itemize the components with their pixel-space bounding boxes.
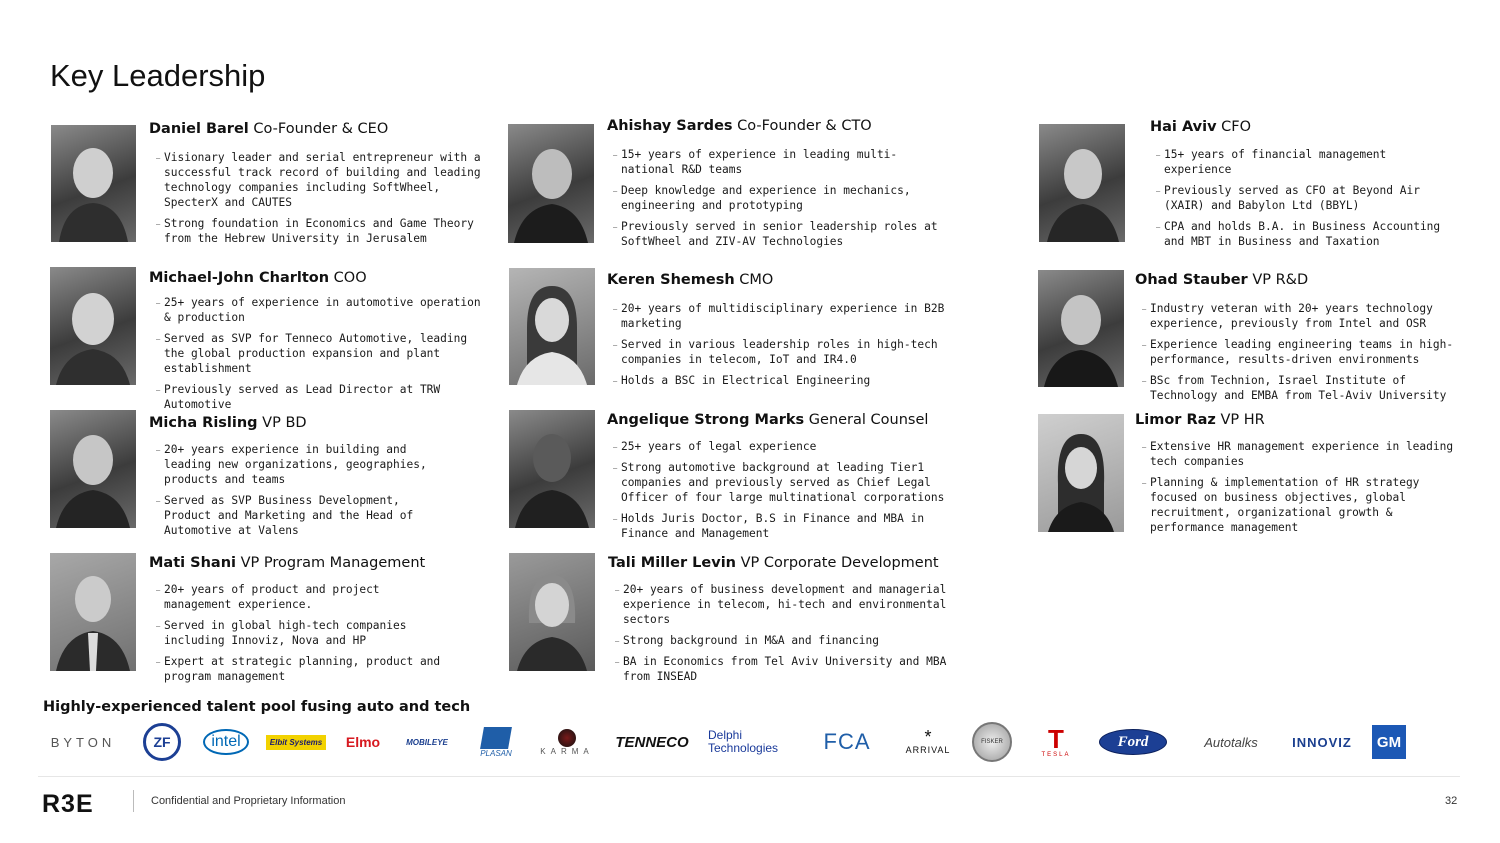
portrait-photo — [50, 553, 136, 671]
portrait-photo — [509, 553, 595, 671]
company-logo: R3E — [42, 790, 94, 818]
person-role: Co-Founder & CEO — [253, 121, 389, 137]
person-role: General Counsel — [808, 412, 929, 428]
portrait-photo — [1039, 124, 1125, 242]
person-name: Ahishay Sardes — [607, 118, 733, 134]
arrival-logo — [902, 720, 954, 764]
bio-list — [1148, 147, 1448, 255]
bio-item: – 20+ years of product and project management experience. — [148, 582, 453, 612]
byton-logo — [43, 720, 123, 764]
bio-item: – Strong foundation in Economics and Game Theory from the Hebrew University in Jerusalem — [148, 216, 483, 246]
bio-item: – Extensive HR management experience in leading tech companies — [1134, 439, 1454, 469]
logo-text: Autotalks — [1204, 734, 1258, 750]
bio-item: – 15+ years of experience in leading multi-national R&D teams — [605, 147, 950, 177]
person-name: Hai Aviv — [1150, 119, 1217, 135]
logo-text: TENNECO — [615, 733, 689, 751]
logo-text: ARRIVAL — [905, 745, 951, 755]
person-role: VP BD — [262, 415, 307, 431]
bio-list — [148, 442, 438, 544]
person-role: Co-Founder & CTO — [737, 118, 872, 134]
person-role: VP R&D — [1252, 272, 1309, 288]
bio-item: – Experience leading engineering teams in high-performance, results-driven environments — [1134, 337, 1454, 367]
bio-list — [1134, 301, 1454, 409]
logo-text: MOBILEYE — [406, 737, 448, 747]
bio-item: – Strong background in M&A and financing — [607, 633, 952, 648]
bio-item: – CPA and holds B.A. in Business Accounting and MBT in Business and Taxation — [1148, 219, 1448, 249]
bio-list — [148, 150, 483, 252]
bio-list — [148, 295, 493, 418]
person-name: Keren Shemesh — [607, 272, 735, 288]
logo-text: FISKER — [972, 722, 1012, 762]
footer-separator — [133, 790, 134, 812]
logo-text: TESLA — [1041, 752, 1071, 758]
person-role: VP Program Management — [240, 555, 426, 571]
karma-icon — [558, 729, 576, 747]
bio-list — [605, 439, 955, 547]
bio-item: – Planning & implementation of HR strategy focused on business objectives, global recruitment, organizational growth & performance management — [1134, 475, 1454, 535]
person-role: VP HR — [1220, 412, 1265, 428]
bio-list — [605, 301, 960, 394]
portrait-photo — [51, 125, 136, 242]
logo-text: Elmo — [345, 734, 381, 750]
person-role: COO — [333, 270, 367, 286]
autotalks-logo — [1190, 720, 1272, 764]
person-name: Angelique Strong Marks — [607, 412, 805, 428]
talent-pool-heading: Highly-experienced talent pool fusing auto and tech — [43, 699, 471, 715]
person-name: Michael-John Charlton — [149, 270, 330, 286]
bio-item: – Served in various leadership roles in high-tech companies in telecom, IoT and IR4.0 — [605, 337, 960, 367]
bio-item: – 25+ years of legal experience — [605, 439, 955, 454]
logo-text: ZF — [143, 723, 181, 761]
footer-divider — [38, 776, 1460, 777]
person-name: Limor Raz — [1135, 412, 1216, 428]
bio-item: – Previously served as Lead Director at TRW Automotive — [148, 382, 493, 412]
bio-item: – BSc from Technion, Israel Institute of Technology and EMBA from Tel-Aviv University — [1134, 373, 1454, 403]
bio-item: – 20+ years of multidisciplinary experience in B2B marketing — [605, 301, 960, 331]
plasan-logo — [474, 720, 518, 764]
asterisk-icon: * — [924, 727, 932, 747]
bio-item: – Holds a BSC in Electrical Engineering — [605, 373, 960, 388]
portrait-photo — [508, 124, 594, 243]
bio-item: – Served as SVP Business Development, Product and Marketing and the Head of Automotive at Valens — [148, 493, 438, 538]
logo-text: Ford — [1099, 729, 1167, 755]
tesla-logo — [1034, 720, 1078, 764]
mobileye-logo — [400, 720, 454, 764]
logo-text: intel — [203, 729, 248, 755]
portrait-photo — [50, 267, 136, 385]
bio-item: – Visionary leader and serial entrepreneur with a successful track record of building and leading technology companies including SoftWheel, SpecterX and CAUTES — [148, 150, 483, 210]
bio-item: – 25+ years of experience in automotive operation & production — [148, 295, 493, 325]
logo-text: KARMA — [540, 746, 594, 756]
logo-text: BYTON — [50, 734, 116, 750]
bio-item: – Holds Juris Doctor, B.S in Finance and MBA in Finance and Management — [605, 511, 955, 541]
plasan-icon — [480, 727, 512, 749]
logo-text: Delphi Technologies — [708, 728, 779, 755]
portrait-photo — [50, 410, 136, 528]
page-number: 32 — [1445, 795, 1458, 807]
bio-item: – Previously served in senior leadership roles at SoftWheel and ZIV-AV Technologies — [605, 219, 950, 249]
footer-confidential: Confidential and Proprietary Information — [151, 795, 346, 807]
bio-item: – 15+ years of financial management experience — [1148, 147, 1448, 177]
tenneco-logo — [614, 720, 690, 764]
person-name: Mati Shani — [149, 555, 237, 571]
bio-list — [148, 582, 453, 690]
bio-item: – BA in Economics from Tel Aviv University and MBA from INSEAD — [607, 654, 952, 684]
logo-text: Elbit Systems — [266, 735, 326, 750]
logo-text: GM — [1372, 725, 1406, 759]
page-title: Key Leadership — [50, 58, 266, 93]
bio-item: – Industry veteran with 20+ years technology experience, previously from Intel and OSR — [1134, 301, 1454, 331]
bio-item: – Served as SVP for Tenneco Automotive, leading the global production expansion and plant establishment — [148, 331, 493, 376]
logo-text: PLASAN — [480, 748, 512, 758]
bio-item: – 20+ years of business development and managerial experience in telecom, hi-tech and environmental sectors — [607, 582, 952, 627]
tesla-t-icon: T — [1048, 724, 1064, 754]
bio-item: – 20+ years experience in building and leading new organizations, geographies, products and teams — [148, 442, 438, 487]
bio-item: – Deep knowledge and experience in mechanics, engineering and prototyping — [605, 183, 950, 213]
bio-item: – Served in global high-tech companies including Innoviz, Nova and HP — [148, 618, 453, 648]
portrait-photo — [509, 410, 595, 528]
person-name: Daniel Barel — [149, 121, 249, 137]
bio-item: – Expert at strategic planning, product and program management — [148, 654, 453, 684]
karma-logo — [536, 720, 598, 764]
person-name: Ohad Stauber — [1135, 272, 1248, 288]
bio-list — [605, 147, 950, 255]
elmo-logo — [343, 720, 383, 764]
ford-logo — [1098, 720, 1168, 764]
person-name: Tali Miller Levin — [608, 555, 736, 571]
fisker-logo — [970, 720, 1014, 764]
intel-logo — [203, 720, 249, 764]
delphi-logo — [708, 720, 790, 764]
bio-item: – Strong automotive background at leading Tier1 companies and previously served as Chief Legal Officer of four large multinational corporations — [605, 460, 955, 505]
logo-text: INNOVIZ — [1292, 734, 1352, 750]
logo-text: FCA — [823, 729, 871, 754]
person-name: Micha Risling — [149, 415, 258, 431]
person-role: VP Corporate Development — [740, 555, 939, 571]
fca-logo — [814, 720, 880, 764]
person-role: CMO — [739, 272, 774, 288]
gm-logo — [1371, 720, 1407, 764]
bio-list — [1134, 439, 1454, 541]
portrait-photo — [509, 268, 595, 385]
zf-logo — [142, 720, 182, 764]
bio-list — [607, 582, 952, 690]
elbit-logo — [265, 720, 327, 764]
bio-item: – Previously served as CFO at Beyond Air (XAIR) and Babylon Ltd (BBYL) — [1148, 183, 1448, 213]
person-role: CFO — [1221, 119, 1252, 135]
portrait-photo — [1038, 414, 1124, 532]
innoviz-logo — [1290, 720, 1354, 764]
portrait-photo — [1038, 270, 1124, 387]
